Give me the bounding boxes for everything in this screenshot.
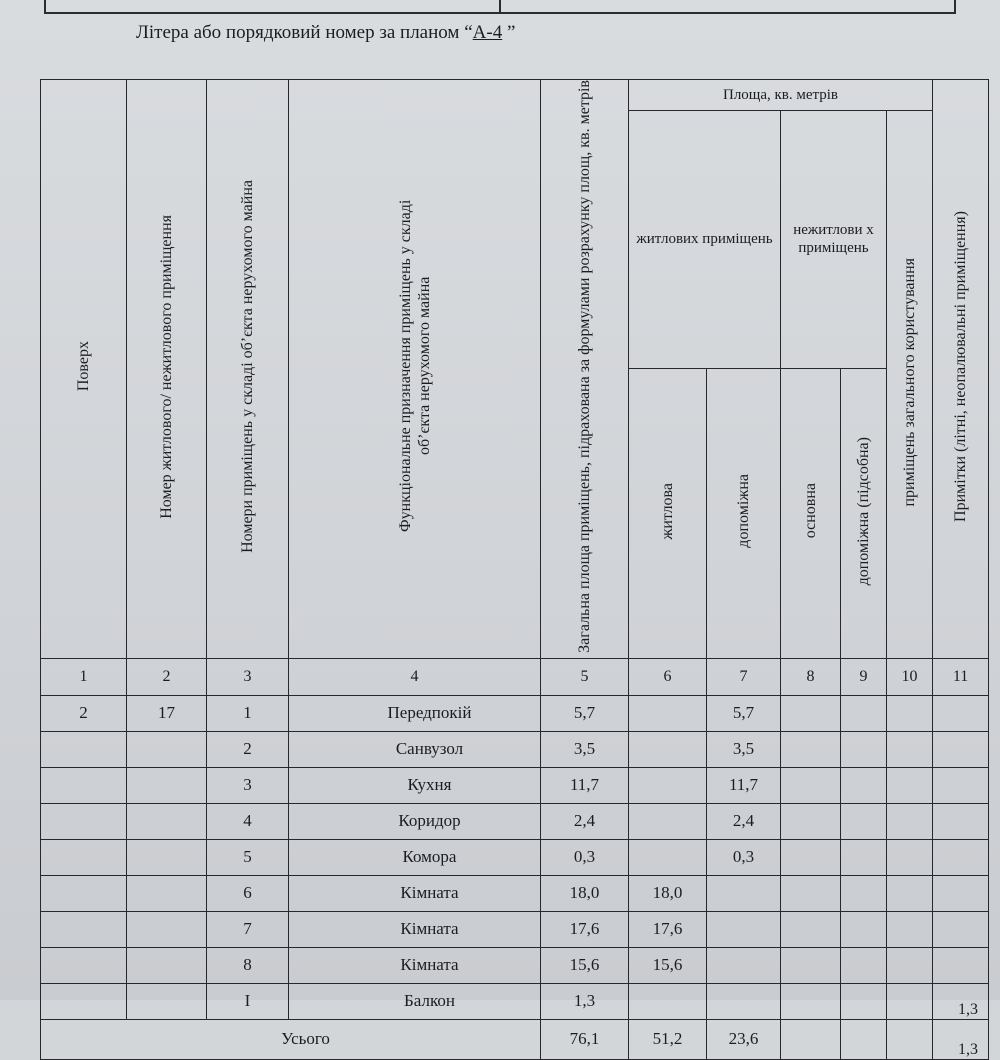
column-number-row xyxy=(41,658,989,695)
cell-unit xyxy=(127,947,207,983)
cell-main xyxy=(781,803,841,839)
cell-room-name: Санвузол xyxy=(289,731,541,767)
cell-room-no: 7 xyxy=(207,911,289,947)
cell-utility xyxy=(841,767,887,803)
cell-main xyxy=(781,695,841,731)
cell-total: 2,4 xyxy=(541,803,629,839)
total-note xyxy=(933,1019,989,1059)
column-number: 1 xyxy=(41,658,127,695)
cell-main xyxy=(781,839,841,875)
cell-room-name: Кімната xyxy=(289,947,541,983)
cell-living xyxy=(629,731,707,767)
cell-floor xyxy=(41,911,127,947)
header-common-use-text: приміщень загального користування xyxy=(901,257,919,507)
cell-floor xyxy=(41,983,127,1019)
header-nonresidential: нежитлови х приміщень xyxy=(781,111,887,369)
cell-common xyxy=(887,695,933,731)
cell-unit xyxy=(127,911,207,947)
cell-common xyxy=(887,767,933,803)
cell-main xyxy=(781,875,841,911)
cell-room-no: 3 xyxy=(207,767,289,803)
cell-total: 1,3 xyxy=(541,983,629,1019)
header-row-top xyxy=(41,80,989,111)
cell-utility xyxy=(841,947,887,983)
cell-total: 3,5 xyxy=(541,731,629,767)
cell-aux xyxy=(707,983,781,1019)
cell-common xyxy=(887,731,933,767)
header-residential: житлових приміщень xyxy=(629,111,781,369)
cell-common xyxy=(887,803,933,839)
cell-note xyxy=(933,803,989,839)
cell-note xyxy=(933,875,989,911)
cell-aux xyxy=(707,911,781,947)
total-label: Усього xyxy=(41,1019,541,1059)
header-auxiliary-text: допоміжна xyxy=(735,474,752,548)
column-number: 3 xyxy=(207,658,289,695)
cell-aux: 3,5 xyxy=(707,731,781,767)
header-function xyxy=(289,80,541,659)
cell-floor xyxy=(41,875,127,911)
cell-utility xyxy=(841,695,887,731)
cell-note xyxy=(933,767,989,803)
column-number: 4 xyxy=(289,658,541,695)
cell-unit xyxy=(127,731,207,767)
cell-note-value: 1,3 xyxy=(958,1000,979,1018)
table-row xyxy=(41,875,989,911)
cell-floor xyxy=(41,803,127,839)
table-row xyxy=(41,767,989,803)
column-number: 6 xyxy=(629,658,707,695)
table-row xyxy=(41,983,989,1019)
rooms-table xyxy=(40,79,989,1060)
cell-total: 11,7 xyxy=(541,767,629,803)
cell-unit: 17 xyxy=(127,695,207,731)
header-unit-number xyxy=(127,80,207,659)
total-common xyxy=(887,1019,933,1059)
table-row xyxy=(41,803,989,839)
column-number: 7 xyxy=(707,658,781,695)
cell-living xyxy=(629,695,707,731)
cell-common xyxy=(887,983,933,1019)
table-row xyxy=(41,911,989,947)
cell-room-no: 5 xyxy=(207,839,289,875)
cell-utility xyxy=(841,875,887,911)
previous-table-border xyxy=(44,0,956,14)
total-row xyxy=(41,1019,989,1059)
cell-room-name: Кімната xyxy=(289,875,541,911)
total-main xyxy=(781,1019,841,1059)
header-total-area xyxy=(541,80,629,659)
header-auxiliary xyxy=(707,368,781,658)
total-note-value: 1,3 xyxy=(958,1040,979,1058)
cell-room-no: 6 xyxy=(207,875,289,911)
cell-room-name: Коридор xyxy=(289,803,541,839)
cell-living xyxy=(629,983,707,1019)
total-area: 76,1 xyxy=(541,1019,629,1059)
cell-room-name: Кухня xyxy=(289,767,541,803)
cell-floor: 2 xyxy=(41,695,127,731)
header-living-text: житлова xyxy=(659,482,676,540)
cell-unit xyxy=(127,875,207,911)
header-area-group: Площа, кв. метрів xyxy=(629,80,933,111)
cell-living: 15,6 xyxy=(629,947,707,983)
plan-label: А-4 xyxy=(472,22,503,43)
cell-note xyxy=(933,947,989,983)
header-function-text: Функціональне призначення приміщень у складі об’єкта нерухомого майна xyxy=(396,200,433,533)
cell-aux xyxy=(707,875,781,911)
column-number: 11 xyxy=(933,658,989,695)
cell-main xyxy=(781,911,841,947)
cell-common xyxy=(887,875,933,911)
cell-floor xyxy=(41,767,127,803)
caption-close-quote: ” xyxy=(502,22,516,43)
cell-room-name: Передпокій xyxy=(289,695,541,731)
table-row xyxy=(41,947,989,983)
cell-floor xyxy=(41,839,127,875)
cell-unit xyxy=(127,767,207,803)
cell-note xyxy=(933,695,989,731)
cell-utility xyxy=(841,911,887,947)
caption-text: Літера або порядковий номер за планом “ xyxy=(136,22,473,43)
cell-utility xyxy=(841,803,887,839)
cell-main xyxy=(781,947,841,983)
cell-common xyxy=(887,911,933,947)
header-unit-number-text: Номер житлового/ нежитлового приміщення xyxy=(158,214,175,519)
cell-floor xyxy=(41,731,127,767)
cell-unit xyxy=(127,983,207,1019)
cell-total: 17,6 xyxy=(541,911,629,947)
cell-living: 18,0 xyxy=(629,875,707,911)
cell-living xyxy=(629,803,707,839)
cell-note xyxy=(933,839,989,875)
cell-room-name: Кімната xyxy=(289,911,541,947)
column-number: 10 xyxy=(887,658,933,695)
cell-note xyxy=(933,983,989,1019)
header-living xyxy=(629,368,707,658)
cell-utility xyxy=(841,731,887,767)
cell-room-no: 2 xyxy=(207,731,289,767)
header-auxiliary-utility-text: допоміжна (підсобна) xyxy=(855,436,872,586)
cell-total: 5,7 xyxy=(541,695,629,731)
total-aux: 23,6 xyxy=(707,1019,781,1059)
header-room-numbers-text: Номери приміщень у складі об’єкта нерухомого майна xyxy=(239,179,256,553)
cell-aux: 5,7 xyxy=(707,695,781,731)
table-row xyxy=(41,839,989,875)
cell-room-no: 8 xyxy=(207,947,289,983)
header-total-area-text: Загальна площа приміщень, підрахована за формулами розрахунку площ, кв. метрів xyxy=(576,80,593,653)
cell-aux: 11,7 xyxy=(707,767,781,803)
cell-living: 17,6 xyxy=(629,911,707,947)
cell-room-no: I xyxy=(207,983,289,1019)
cell-note xyxy=(933,731,989,767)
column-number: 9 xyxy=(841,658,887,695)
cell-room-name: Балкон xyxy=(289,983,541,1019)
header-auxiliary-utility xyxy=(841,368,887,658)
header-room-numbers xyxy=(207,80,289,659)
cell-main xyxy=(781,767,841,803)
column-number: 5 xyxy=(541,658,629,695)
cell-floor xyxy=(41,947,127,983)
header-main-text: основна xyxy=(802,483,819,539)
cell-main xyxy=(781,731,841,767)
header-notes-text: Примітки (літні, неопалювальні приміщення) xyxy=(952,210,970,522)
cell-total: 15,6 xyxy=(541,947,629,983)
cell-common xyxy=(887,947,933,983)
cell-unit xyxy=(127,839,207,875)
cell-unit xyxy=(127,803,207,839)
cell-utility xyxy=(841,839,887,875)
table-row xyxy=(41,695,989,731)
cell-total: 18,0 xyxy=(541,875,629,911)
header-floor-text: Поверх xyxy=(75,341,92,392)
cell-room-no: 4 xyxy=(207,803,289,839)
cell-living xyxy=(629,767,707,803)
cell-aux xyxy=(707,947,781,983)
cell-room-name: Комора xyxy=(289,839,541,875)
cell-aux: 0,3 xyxy=(707,839,781,875)
plan-caption xyxy=(136,22,515,44)
cell-main xyxy=(781,983,841,1019)
table-row xyxy=(41,731,989,767)
total-living: 51,2 xyxy=(629,1019,707,1059)
header-notes xyxy=(933,80,989,659)
cell-room-no: 1 xyxy=(207,695,289,731)
cell-common xyxy=(887,839,933,875)
column-number: 8 xyxy=(781,658,841,695)
header-common-use xyxy=(887,111,933,659)
total-utility xyxy=(841,1019,887,1059)
cell-note xyxy=(933,911,989,947)
cell-aux: 2,4 xyxy=(707,803,781,839)
cell-utility xyxy=(841,983,887,1019)
header-main xyxy=(781,368,841,658)
cell-total: 0,3 xyxy=(541,839,629,875)
column-number: 2 xyxy=(127,658,207,695)
header-floor xyxy=(41,80,127,659)
cell-living xyxy=(629,839,707,875)
